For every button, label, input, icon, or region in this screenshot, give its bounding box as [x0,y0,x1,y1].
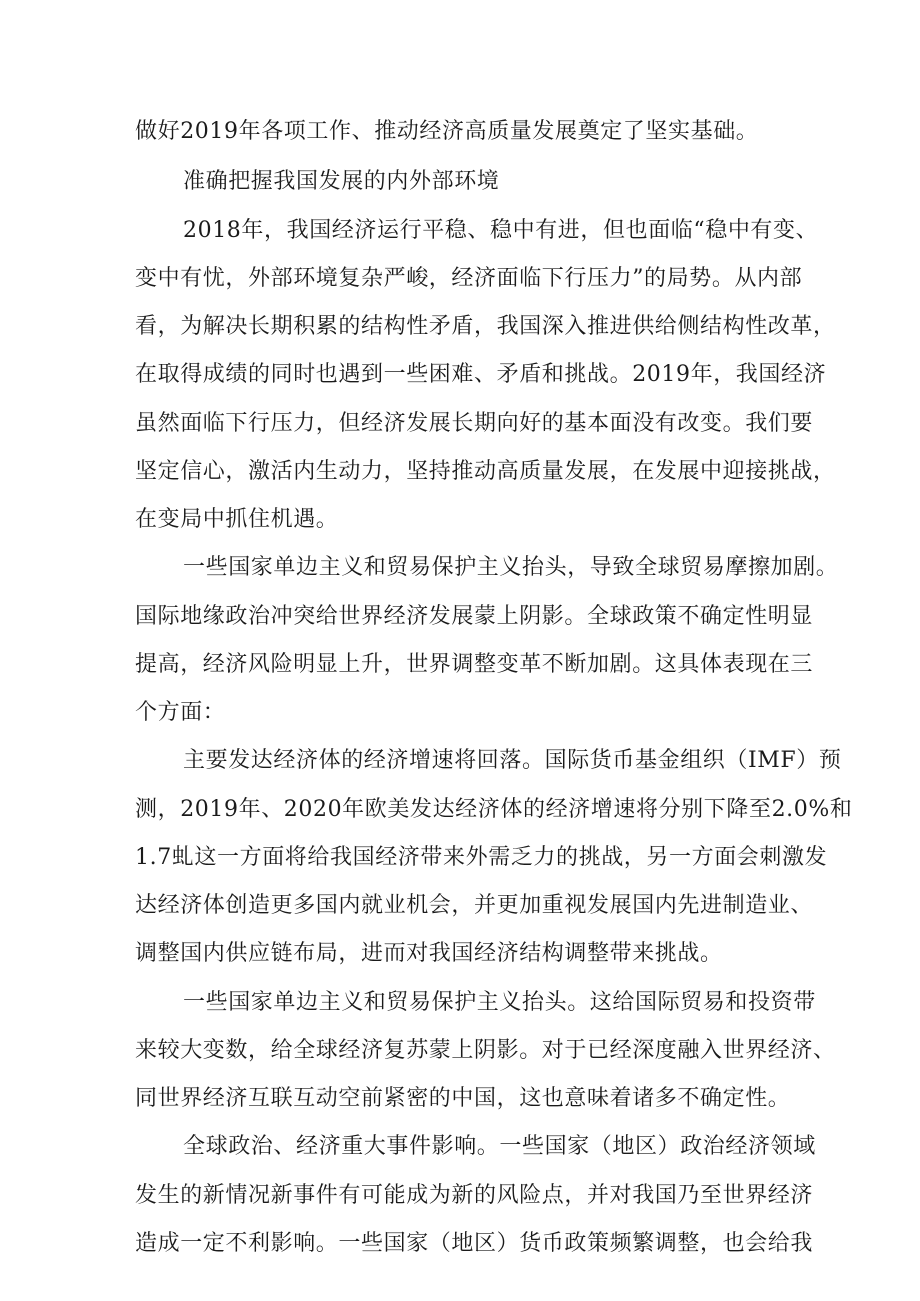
paragraph-line: 同世界经济互联互动空前紧密的中国，这也意味着诸多不确定性。 [135,1086,791,1111]
paragraph-line: 来较大变数，给全球经济复苏蒙上阴影。对于已经深度融入世界经济、 [135,1038,836,1063]
paragraph-line: 虽然面临下行压力，但经济发展长期向好的基本面没有改变。我们要 [135,411,814,436]
paragraph-line: 变中有忧，外部环境复杂严峻，经济面临下行压力”的局势。从内部 [135,266,803,291]
paragraph-line: 造成一定不利影响。一些国家（地区）货币政策频繁调整，也会给我 [135,1231,814,1256]
paragraph-line: 调整国内供应链布局，进而对我国经济结构调整带来挑战。 [135,941,723,966]
section-heading: 准确把握我国发展的内外部环境 [183,169,500,194]
paragraph-line: 做好2019年各项工作、推动经济高质量发展奠定了坚实基础。 [135,119,759,144]
paragraph-line: 测，2019年、2020年欧美发达经济体的经济增速将分别下降至2.0%和 [135,797,853,822]
paragraph-line: 全球政治、经济重大事件影响。一些国家（地区）政治经济领域 [183,1134,816,1159]
paragraph-line: 主要发达经济体的经济增速将回落。国际货币基金组织（IMF）预 [183,748,842,773]
paragraph-line: 一些国家单边主义和贸易保护主义抬头，导致全球贸易摩擦加剧。 [183,555,839,580]
paragraph-line: 在变局中抓住机遇。 [135,507,339,532]
paragraph-line: 提高，经济风险明显上升，世界调整变革不断加剧。这具体表现在三 [135,652,814,677]
paragraph-line: 坚定信心，激活内生动力，坚持推动高质量发展，在发展中迎接挑战， [135,459,836,484]
paragraph-line: 一些国家单边主义和贸易保护主义抬头。这给国际贸易和投资带 [183,990,816,1015]
paragraph-line: 2018年，我国经济运行平稳、稳中有进，但也面临“稳中有变、 [183,218,819,243]
paragraph-line: 发生的新情况新事件有可能成为新的风险点，并对我国乃至世界经济 [135,1183,814,1208]
paragraph-line: 1.7虬这一方面将给我国经济带来外需乏力的挑战，另一方面会刺激发 [135,845,828,870]
paragraph-line: 看，为解决长期积累的结构性矛盾，我国深入推进供给侧结构性改革， [135,314,836,339]
paragraph-line: 个方面： [135,700,226,725]
paragraph-line: 国际地缘政治冲突给世界经济发展蒙上阴影。全球政策不确定性明显 [135,604,814,629]
paragraph-line: 达经济体创造更多国内就业机会，并更加重视发展国内先进制造业、 [135,893,814,918]
paragraph-line: 在取得成绩的同时也遇到一些困难、矛盾和挑战。2019年，我国经济 [135,362,827,387]
